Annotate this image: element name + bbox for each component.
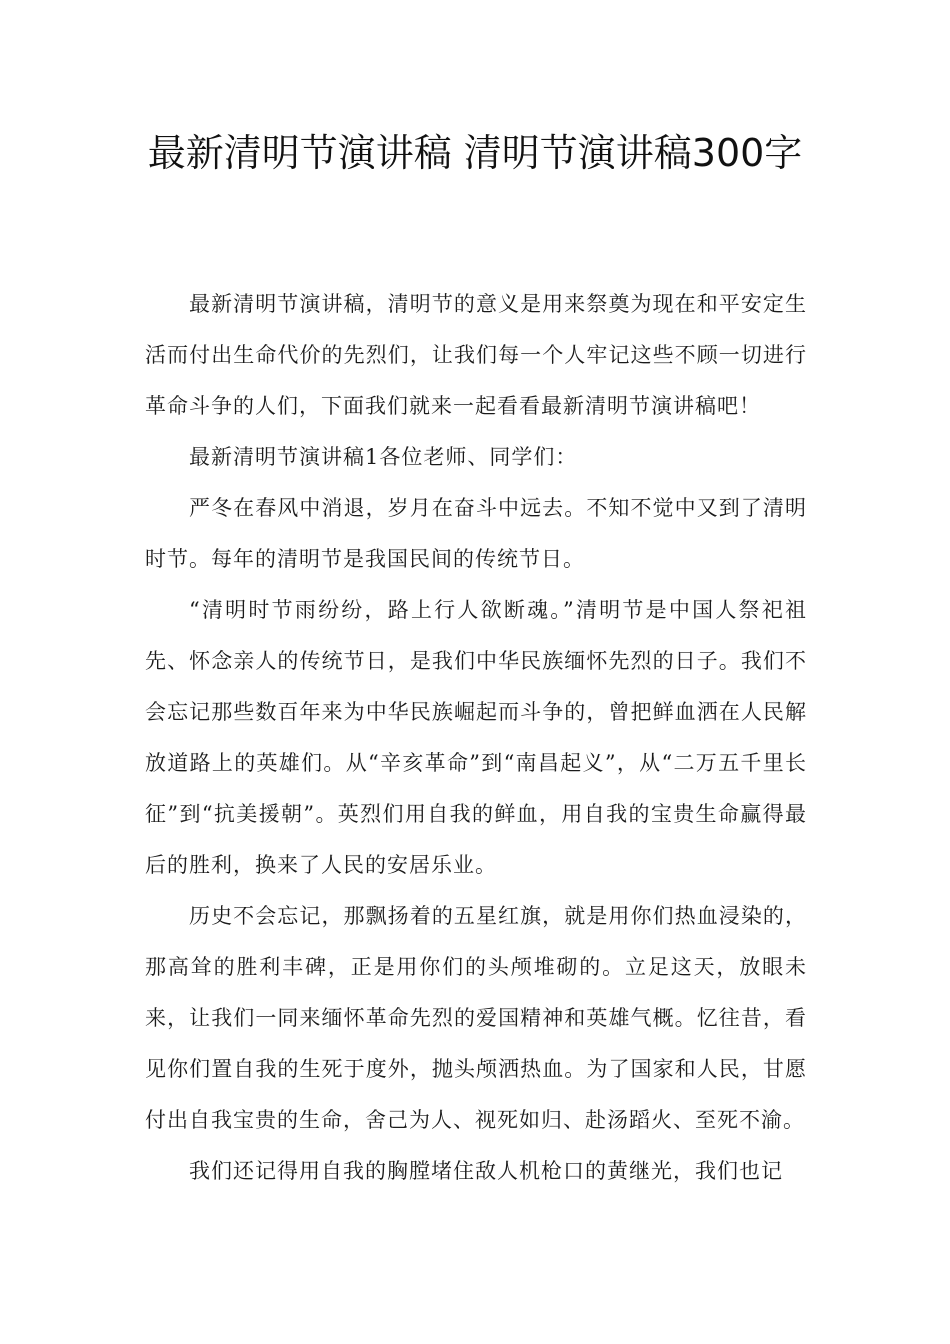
document-title: 最新清明节演讲稿 清明节演讲稿300字 <box>147 131 803 175</box>
intro-paragraph: 最新清明节演讲稿，清明节的意义是用来祭奠为现在和平安定生活而付出生命代价的先烈们，让我们每一个人牢记这些不顾一切进行革命斗争的人们，下面我们就来一起看看最新清明节演讲稿吧！ <box>145 292 807 418</box>
body-paragraph: 严冬在春风中消退，岁月在奋斗中远去。不知不觉中又到了清明时节。每年的清明节是我国民间的传统节日。 <box>145 496 807 571</box>
body-paragraph: “清明时节雨纷纷，路上行人欲断魂。”清明节是中国人祭祀祖先、怀念亲人的传统节日，是我们中华民族缅怀先烈的日子。我们不会忘记那些数百年来为中华民族崛起而斗争的，曾把鲜血洒在人民解放道路上的英雄们。从“辛亥革命”到“南昌起义”，从“二万五千里长征”到“抗美援朝”。英烈们用自我的鲜血，用自我的宝贵生命赢得最后的胜利，换来了人民的安居乐业。 <box>145 598 807 877</box>
speech-heading: 最新清明节演讲稿1各位老师、同学们： <box>189 445 578 469</box>
document-body <box>145 279 807 1197</box>
body-paragraph: 历史不会忘记，那飘扬着的五星红旗，就是用你们热血浸染的，那高耸的胜利丰碑，正是用你们的头颅堆砌的。立足这天，放眼未来，让我们一同来缅怀革命先烈的爱国精神和英雄气概。忆往昔，看见你们置自我的生死于度外，抛头颅洒热血。为了国家和人民，甘愿付出自我宝贵的生命，舍己为人、视死如归、赴汤蹈火、至死不渝。 <box>145 904 807 1132</box>
body-paragraph: 我们还记得用自我的胸膛堵住敌人机枪口的黄继光，我们也记 <box>189 1159 783 1183</box>
